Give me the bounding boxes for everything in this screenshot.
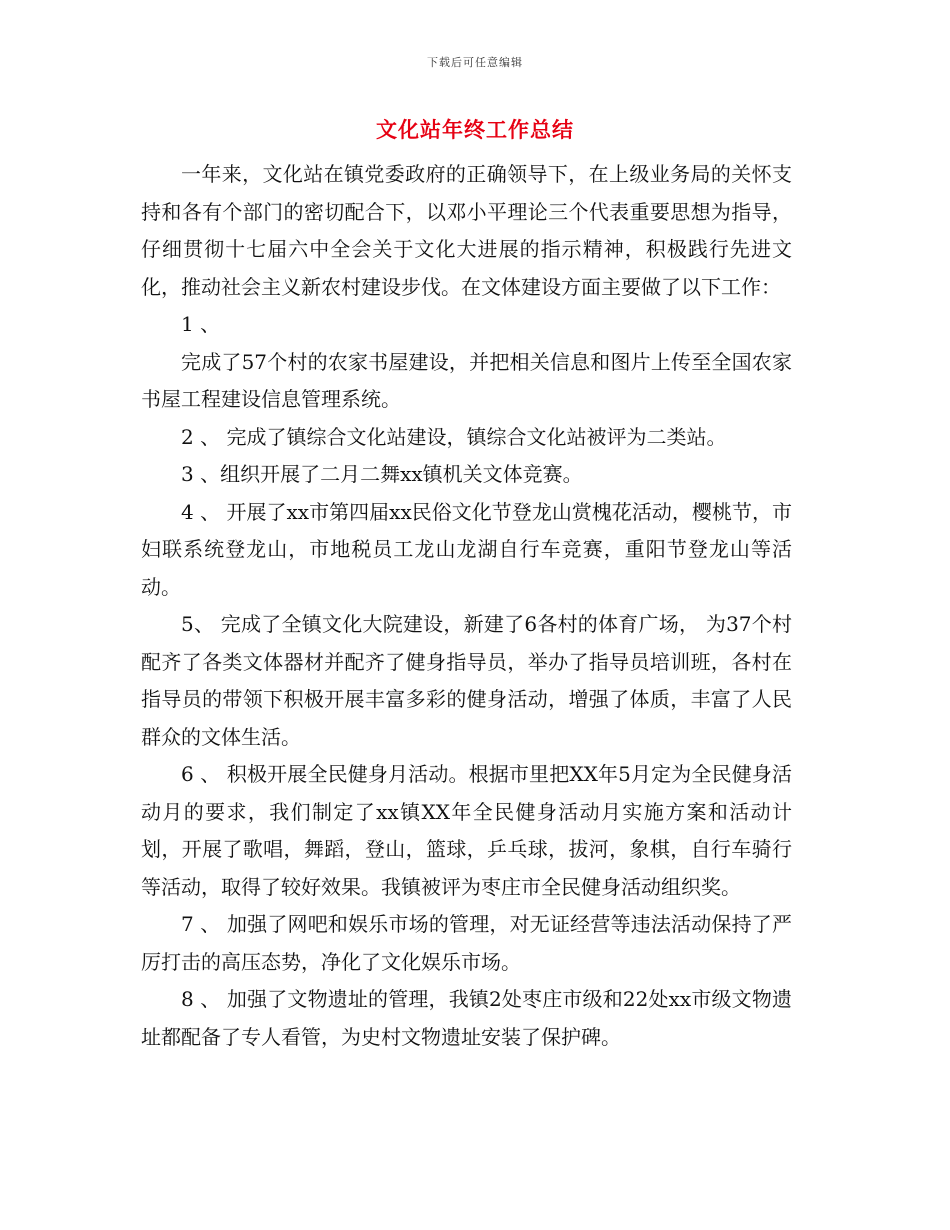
paragraph-item-5: 5、 完成了全镇文化大院建设，新建了6各村的体育广场， 为37个村配齐了各类文体器材并配齐了健身指导员，举办了指导员培训班，各村在指导员的带领下积极开展丰富多彩的健身活动，增强了体质，丰富了人民群众的文体生活。 (141, 612, 792, 749)
paragraph-item-3: 3 、组织开展了二月二舞xx镇机关文体竞赛。 (181, 462, 583, 486)
paragraph-item-8: 8 、 加强了文物遗址的管理，我镇2处枣庄市级和22处xx市级文物遗址都配备了专人看管，为史村文物遗址安装了保护碑。 (141, 987, 792, 1049)
paragraph-intro: 一年来，文化站在镇党委政府的正确领导下，在上级业务局的关怀支持和各有个部门的密切配合下，以邓小平理论三个代表重要思想为指导，仔细贯彻十七届六中全会关于文化大进展的指示精神，积极践行先进文化，推动社会主义新农村建设步伐。在文体建设方面主要做了以下工作： (141, 162, 792, 299)
paragraph-item-7: 7 、 加强了网吧和娱乐市场的管理，对无证经营等违法活动保持了严厉打击的高压态势，净化了文化娱乐市场。 (141, 912, 792, 974)
paragraph-item-6: 6 、 积极开展全民健身月活动。根据市里把XX年5月定为全民健身活动月的要求，我们制定了xx镇XX年全民健身活动月实施方案和活动计划，开展了歌唱，舞蹈，登山，篮球，乒乓球，拔河，象棋，自行车骑行等活动，取得了较好效果。我镇被评为枣庄市全民健身活动组织奖。 (141, 762, 792, 899)
document-body (141, 156, 792, 1056)
paragraph-item-2: 2 、 完成了镇综合文化站建设，镇综合文化站被评为二类站。 (181, 424, 727, 449)
paragraph-item-1-number: 1 、 (181, 312, 221, 336)
paragraph-item-1: 完成了57个村的农家书屋建设，并把相关信息和图片上传至全国农家书屋工程建设信息管理系统。 (141, 349, 792, 411)
header-note: 下载后可任意编辑 (427, 56, 523, 69)
document-title: 文化站年终工作总结 (376, 117, 574, 142)
paragraph-item-4: 4 、 开展了xx市第四届xx民俗文化节登龙山赏槐花活动，樱桃节，市妇联系统登龙山，市地税员工龙山龙湖自行车竞赛，重阳节登龙山等活动。 (141, 499, 792, 599)
